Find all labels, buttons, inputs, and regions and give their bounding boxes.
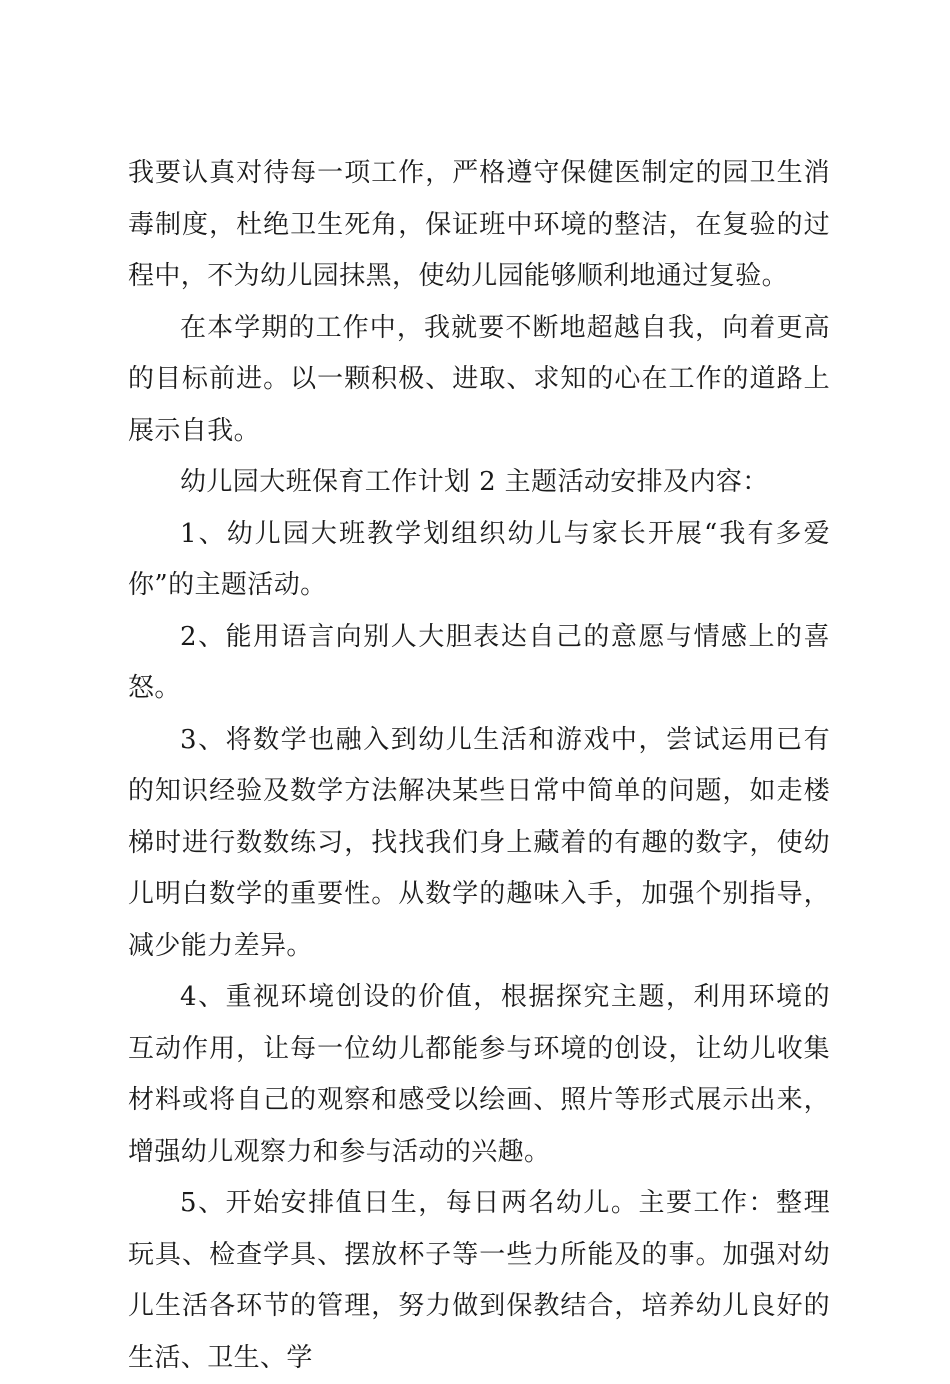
list-item-4: 4、重视环境创设的价值，根据探究主题，利用环境的互动作用，让每一位幼儿都能参与环境的创设，让幼儿收集材料或将自己的观察和感受以绘画、照片等形式展示出来，增强幼儿观察力和参与活动的兴趣。 — [128, 982, 830, 1167]
document-body — [128, 148, 830, 1384]
paragraph-continuation: 我要认真对待每一项工作，严格遵守保健医制定的园卫生消毒制度，杜绝卫生死角，保证班中环境的整洁，在复验的过程中，不为幼儿园抹黑，使幼儿园能够顺利地通过复验。 — [128, 158, 830, 291]
section-heading: 幼儿园大班保育工作计划 2 主题活动安排及内容： — [180, 467, 769, 497]
paragraph-semester-goal: 在本学期的工作中，我就要不断地超越自我，向着更高的目标前进。以一颗积极、进取、求知的心在工作的道路上展示自我。 — [128, 312, 830, 446]
list-item-5: 5、开始安排值日生，每日两名幼儿。主要工作：整理玩具、检查学具、摆放杯子等一些力所能及的事。加强对幼儿生活各环节的管理，努力做到保教结合，培养幼儿良好的生活、卫生、学 — [128, 1188, 830, 1373]
list-item-1: 1、幼儿园大班教学划组织幼儿与家长开展“我有多爱你”的主题活动。 — [128, 518, 830, 600]
list-item-3: 3、将数学也融入到幼儿生活和游戏中，尝试运用已有的知识经验及数学方法解决某些日常中简单的问题，如走楼梯时进行数数练习，找找我们身上藏着的有趣的数字，使幼儿明白数学的重要性。从数学的趣味入手，加强个别指导，减少能力差异。 — [128, 724, 830, 961]
list-item-2: 2、能用语言向别人大胆表达自己的意愿与情感上的喜怒。 — [128, 621, 830, 703]
